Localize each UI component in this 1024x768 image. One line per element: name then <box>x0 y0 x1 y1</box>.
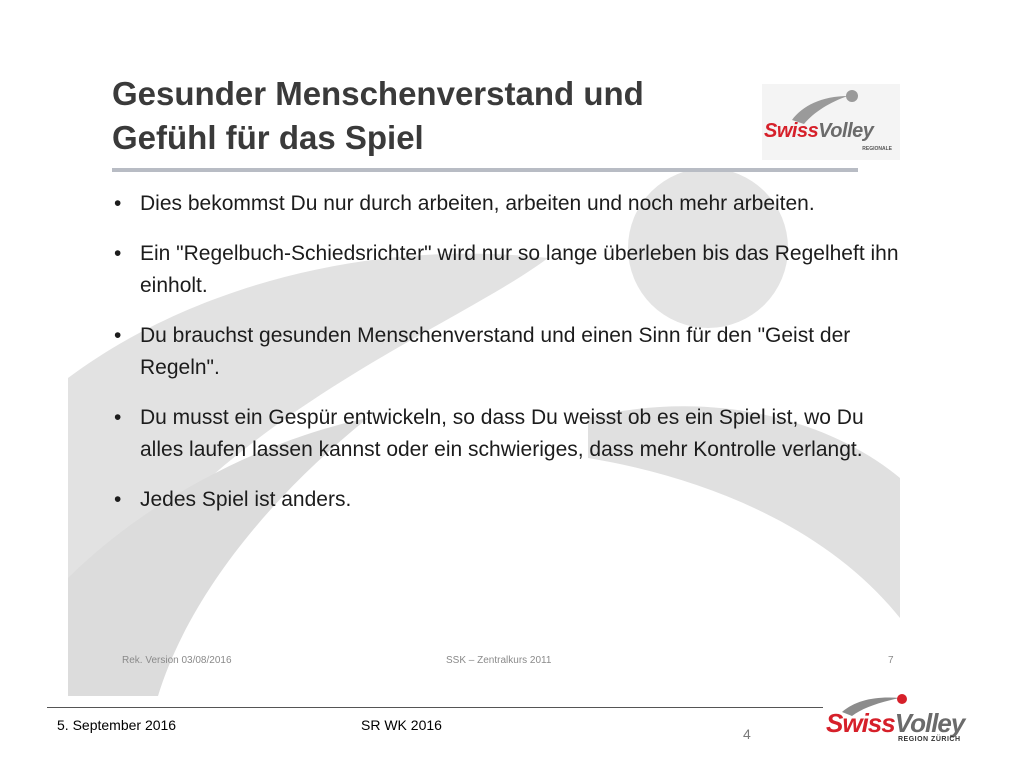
page-number: 4 <box>743 726 751 742</box>
slide-image <box>68 58 900 696</box>
bullet-item <box>114 402 900 466</box>
bullet-dot: • <box>114 488 122 511</box>
inner-footer-version: Rek. Version 03/08/2016 <box>122 655 232 666</box>
slide-title <box>112 72 644 160</box>
bullet-dot: • <box>114 242 122 265</box>
bullet-item <box>114 188 900 220</box>
bullet-item <box>114 238 900 302</box>
footer-event: SR WK 2016 <box>361 717 442 733</box>
swissvolley-logo-small <box>762 84 900 160</box>
swissvolley-logo <box>822 692 982 748</box>
title-line-2: Gefühl für das Spiel <box>112 119 424 156</box>
title-divider <box>112 168 858 172</box>
bullet-item <box>114 320 900 384</box>
bullet-list <box>114 188 900 534</box>
logo-word-swiss: Swiss <box>826 708 895 738</box>
inner-footer-page: 7 <box>888 655 894 666</box>
inner-footer-course: SSK – Zentralkurs 2011 <box>446 655 552 666</box>
bullet-text: Du musst ein Gespür entwickeln, so dass Du weisst ob es ein Spiel ist, wo Du alles laufen lassen kannst oder ein schwieriges, dass mehr Kontrolle verlangt. <box>140 406 864 461</box>
footer-divider <box>47 707 823 708</box>
bullet-dot: • <box>114 324 122 347</box>
title-line-1: Gesunder Menschenverstand und <box>112 75 644 112</box>
bullet-text: Du brauchst gesunden Menschenverstand und einen Sinn für den "Geist der Regeln". <box>140 324 851 379</box>
bullet-text: Jedes Spiel ist anders. <box>140 488 352 511</box>
bullet-text: Ein "Regelbuch-Schiedsrichter" wird nur so lange überleben bis das Regelheft ihn einholt. <box>140 242 899 297</box>
logo-small-word-swiss: Swiss <box>764 120 819 142</box>
bullet-item <box>114 484 900 516</box>
bullet-dot: • <box>114 406 122 429</box>
logo-subtitle: REGION ZÜRICH <box>898 736 961 743</box>
logo-small-word-volley: Volley <box>818 120 874 142</box>
logo-word-volley: Volley <box>894 708 965 738</box>
footer-date: 5. September 2016 <box>57 717 177 733</box>
logo-small-subtitle: REGIONALE <box>862 146 892 152</box>
bullet-dot: • <box>114 192 122 215</box>
bullet-text: Dies bekommst Du nur durch arbeiten, arbeiten und noch mehr arbeiten. <box>140 192 815 215</box>
